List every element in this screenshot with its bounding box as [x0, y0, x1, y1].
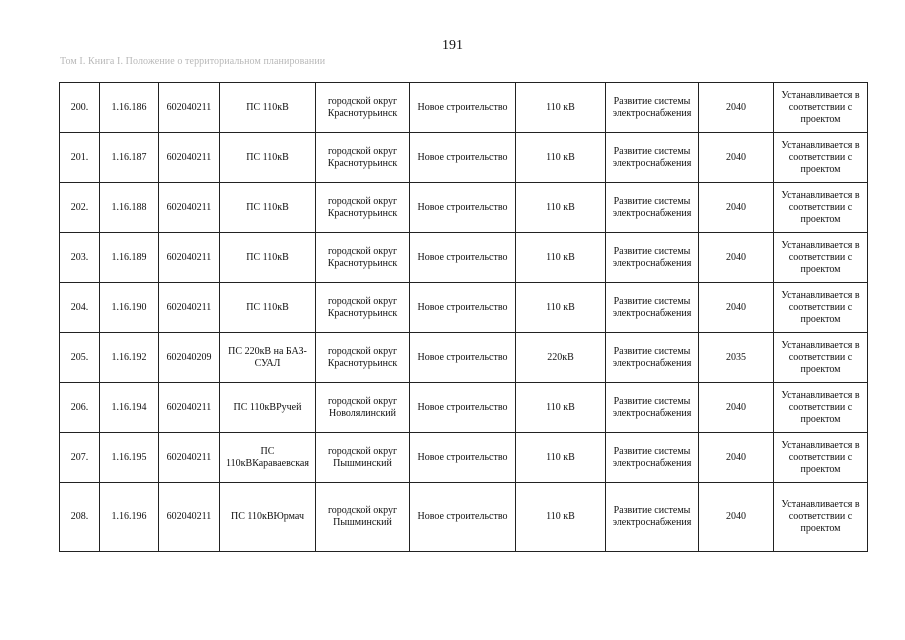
voltage-cell: 110 кВ: [516, 283, 606, 333]
classifier-code-cell: 602040211: [159, 383, 220, 433]
classifier-code-cell: 602040211: [159, 133, 220, 183]
status-cell: Новое строительство: [410, 483, 516, 552]
voltage-cell: 110 кВ: [516, 133, 606, 183]
object-name-cell: ПС 110кВ: [220, 133, 316, 183]
row-number-cell: 203.: [60, 233, 100, 283]
table-row: [60, 433, 868, 483]
objects-table: [59, 82, 868, 552]
page-number: 191: [442, 38, 463, 53]
location-cell: городской округ Краснотурьинск: [316, 183, 410, 233]
location-cell: городской округ Краснотурьинск: [316, 83, 410, 133]
status-cell: Новое строительство: [410, 133, 516, 183]
table-row: [60, 283, 868, 333]
zone-cell: Устанавливается в соответствии с проектом: [774, 433, 868, 483]
purpose-cell: Развитие системы электроснабжения: [606, 433, 699, 483]
classifier-code-cell: 602040211: [159, 233, 220, 283]
row-number-cell: 206.: [60, 383, 100, 433]
table-row: [60, 133, 868, 183]
voltage-cell: 110 кВ: [516, 233, 606, 283]
purpose-cell: Развитие системы электроснабжения: [606, 233, 699, 283]
object-code-cell: 1.16.188: [100, 183, 159, 233]
location-cell: городской округ Краснотурьинск: [316, 233, 410, 283]
row-number-cell: 202.: [60, 183, 100, 233]
location-cell: городской округ Краснотурьинск: [316, 283, 410, 333]
classifier-code-cell: 602040209: [159, 333, 220, 383]
status-cell: Новое строительство: [410, 233, 516, 283]
location-cell: городской округ Новолялинский: [316, 383, 410, 433]
year-cell: 2040: [699, 183, 774, 233]
object-name-cell: ПС 110кВ: [220, 183, 316, 233]
status-cell: Новое строительство: [410, 333, 516, 383]
voltage-cell: 220кВ: [516, 333, 606, 383]
object-code-cell: 1.16.186: [100, 83, 159, 133]
object-code-cell: 1.16.196: [100, 483, 159, 552]
row-number-cell: 204.: [60, 283, 100, 333]
row-number-cell: 201.: [60, 133, 100, 183]
object-code-cell: 1.16.187: [100, 133, 159, 183]
voltage-cell: 110 кВ: [516, 433, 606, 483]
purpose-cell: Развитие системы электроснабжения: [606, 483, 699, 552]
zone-cell: Устанавливается в соответствии с проектом: [774, 333, 868, 383]
status-cell: Новое строительство: [410, 283, 516, 333]
location-cell: городской округ Краснотурьинск: [316, 133, 410, 183]
zone-cell: Устанавливается в соответствии с проектом: [774, 383, 868, 433]
table-row: [60, 233, 868, 283]
zone-cell: Устанавливается в соответствии с проектом: [774, 283, 868, 333]
voltage-cell: 110 кВ: [516, 383, 606, 433]
year-cell: 2040: [699, 233, 774, 283]
zone-cell: Устанавливается в соответствии с проектом: [774, 83, 868, 133]
classifier-code-cell: 602040211: [159, 433, 220, 483]
purpose-cell: Развитие системы электроснабжения: [606, 383, 699, 433]
object-name-cell: ПС 110кВКараваевская: [220, 433, 316, 483]
object-code-cell: 1.16.192: [100, 333, 159, 383]
purpose-cell: Развитие системы электроснабжения: [606, 183, 699, 233]
object-name-cell: ПС 110кВЮрмач: [220, 483, 316, 552]
object-code-cell: 1.16.189: [100, 233, 159, 283]
row-number-cell: 207.: [60, 433, 100, 483]
zone-cell: Устанавливается в соответствии с проектом: [774, 183, 868, 233]
row-number-cell: 205.: [60, 333, 100, 383]
purpose-cell: Развитие системы электроснабжения: [606, 133, 699, 183]
table-row: [60, 183, 868, 233]
voltage-cell: 110 кВ: [516, 483, 606, 552]
status-cell: Новое строительство: [410, 383, 516, 433]
classifier-code-cell: 602040211: [159, 483, 220, 552]
year-cell: 2040: [699, 483, 774, 552]
object-name-cell: ПС 220кВ на БАЗ-СУАЛ: [220, 333, 316, 383]
location-cell: городской округ Краснотурьинск: [316, 333, 410, 383]
row-number-cell: 208.: [60, 483, 100, 552]
year-cell: 2040: [699, 283, 774, 333]
object-name-cell: ПС 110кВ: [220, 283, 316, 333]
purpose-cell: Развитие системы электроснабжения: [606, 283, 699, 333]
year-cell: 2040: [699, 83, 774, 133]
table-row: [60, 333, 868, 383]
zone-cell: Устанавливается в соответствии с проектом: [774, 483, 868, 552]
voltage-cell: 110 кВ: [516, 183, 606, 233]
purpose-cell: Развитие системы электроснабжения: [606, 83, 699, 133]
classifier-code-cell: 602040211: [159, 283, 220, 333]
year-cell: 2035: [699, 333, 774, 383]
running-header: Том I. Книга I. Положение о территориальном планировании: [60, 56, 326, 67]
zone-cell: Устанавливается в соответствии с проектом: [774, 133, 868, 183]
location-cell: городской округ Пышминский: [316, 433, 410, 483]
status-cell: Новое строительство: [410, 83, 516, 133]
table-row: [60, 483, 868, 552]
year-cell: 2040: [699, 433, 774, 483]
classifier-code-cell: 602040211: [159, 83, 220, 133]
table-row: [60, 383, 868, 433]
status-cell: Новое строительство: [410, 433, 516, 483]
classifier-code-cell: 602040211: [159, 183, 220, 233]
object-name-cell: ПС 110кВ: [220, 233, 316, 283]
object-name-cell: ПС 110кВРучей: [220, 383, 316, 433]
status-cell: Новое строительство: [410, 183, 516, 233]
table-body: [60, 83, 868, 552]
object-code-cell: 1.16.195: [100, 433, 159, 483]
object-code-cell: 1.16.194: [100, 383, 159, 433]
row-number-cell: 200.: [60, 83, 100, 133]
object-code-cell: 1.16.190: [100, 283, 159, 333]
purpose-cell: Развитие системы электроснабжения: [606, 333, 699, 383]
table-row: [60, 83, 868, 133]
object-name-cell: ПС 110кВ: [220, 83, 316, 133]
year-cell: 2040: [699, 133, 774, 183]
year-cell: 2040: [699, 383, 774, 433]
voltage-cell: 110 кВ: [516, 83, 606, 133]
location-cell: городской округ Пышминский: [316, 483, 410, 552]
zone-cell: Устанавливается в соответствии с проектом: [774, 233, 868, 283]
